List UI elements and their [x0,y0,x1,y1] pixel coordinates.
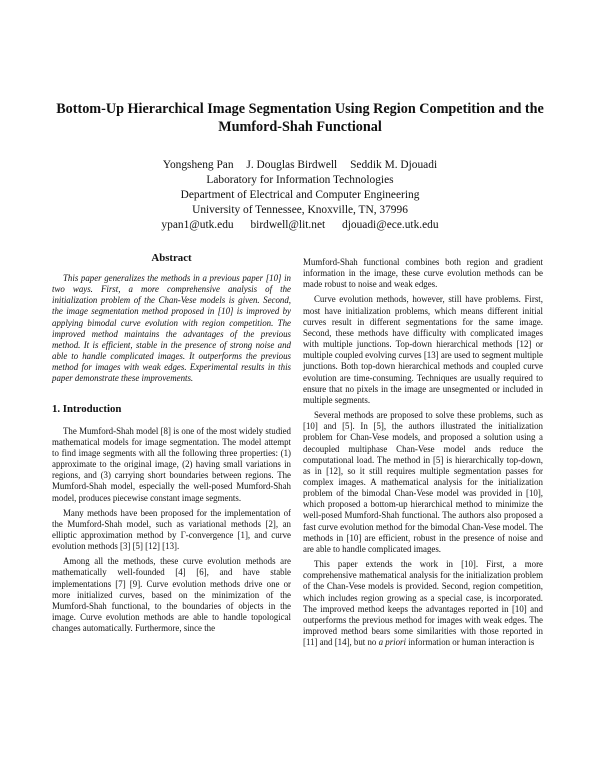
body-text: information or human interaction is [408,637,535,648]
author-name: Yongsheng Pan [162,159,234,171]
right-column [303,257,543,652]
left-column [52,252,291,638]
author-names [40,158,560,173]
body-paragraph: Several methods are proposed to solve these problems, such as [10] and [5]. In [5], the authors illustrated the initialization problem for Chan-Vese models, and proposed a solution using a decoupled multiphase Chan-Vese model ands reduce the computational load. The method in [5] is hierarchically top-down, as in [12], so it still requires multiple segmentation passes for complex images. A mathematical analysis for the initialization problem of the bimodal Chan-Vese model was provided in [10], which proposed a bottom-up hierarchical method to minimize the well-posed Mumford-Shah functional. The authors also proposed a fast curve evolution method for the bimodal Chan-Vese model. The methods in [10] are efficient, robust in the presence of noise and are able to handle complicated images. [303,410,543,554]
body-paragraph: The Mumford-Shah model [8] is one of the most widely studied mathematical models for image segmentation. The model attempt to find image segments with all the following three properties: (1) approximate to the original image, (2) having small variations in regions, and (3) carrying short boundaries between regions. The Mumford-Shah model, especially the well-posed Mumford-Shah model, produces piecewise constant image segments. [52,425,291,503]
body-paragraph: Curve evolution methods, however, still have problems. First, most have initialization problems, which means different initial curves result in different segmentations for the same image. Second, these methods have difficulty with complicated images with multiple junctions. Top-down hierarchical methods [12] or multiple coupled evolving curves [13] are used to segment multiple junctions. Both top-down hierarchical methods and coupled curve evolution are time-consuming. Techniques are usually required to ensure that no pixels in the image are unsegmented or included in multiple segments. [303,294,543,405]
author-block [40,158,560,233]
author-email: birdwell@lit.net [250,219,326,231]
author-email: ypan1@utk.edu [161,219,234,231]
section-heading-introduction: 1. Introduction [52,402,122,415]
body-paragraph: Mumford-Shah functional combines both region and gradient information in the image, these curve evolution methods can be made robust to noise and weak edges. [303,257,543,290]
abstract-body [52,273,291,385]
affiliation-line: Laboratory for Information Technologies [206,174,394,186]
emphasis-text: a priori [378,637,406,648]
body-text: This paper extends the work in [10]. First, a more comprehensive mathematical analysis for the initialization problem of the Chan-Vese models is provided. Second, region competition, which includes region growing as a special case, is incorporated. The improved method keeps the advantages reported in [10] and outperforms the previous method for images with weak edges. The improved method bears some similarities with those reported in [11] and [14], but no [303,559,543,648]
abstract-heading: Abstract [151,252,192,264]
affiliation-line: University of Tennessee, Knoxville, TN, 37996 [192,204,408,216]
body-paragraph: Many methods have been proposed for the implementation of the Mumford-Shah model, such as variational methods [2], an elliptic approximation method by Γ-convergence [1], and curve evolution methods [3] [5] [12] [13]. [52,507,291,552]
author-email: djouadi@ece.utk.edu [342,219,439,231]
body-paragraph [303,559,543,648]
paper-title: Bottom-Up Hierarchical Image Segmentation Using Region Competition and the Mumford-Shah Functional [56,101,544,135]
abstract-text: This paper generalizes the methods in a previous paper [10] in two ways. First, a more comprehensive analysis of the initialization problem of the Chan-Vese models is given. Second, the image segmentation method proposed in [10] is improved by applying bimodal curve evolution with region competition. The improved method maintains the advantages of the previous method. It is efficient, stable in the presence of strong noise and able to handle complicated images. It outperforms the previous method for images with weak edges. Experimental results in this paper demonstrate these improvements. [52,273,291,384]
body-paragraph: Among all the methods, these curve evolution methods are mathematically well-founded [4] [6], and have stable implementations [7] [9]. Curve evolution methods drive one or more initialized curves, based on the minimization of the Mumford-Shah functional, to the boundaries of objects in the image. Curve evolution methods are able to handle topological changes automatically. Furthermore, since the [52,556,291,634]
affiliation-line: Department of Electrical and Computer Engineering [180,189,420,201]
author-name: Seddik M. Djouadi [350,159,438,171]
author-name: J. Douglas Birdwell [246,159,338,171]
author-emails [40,218,560,233]
